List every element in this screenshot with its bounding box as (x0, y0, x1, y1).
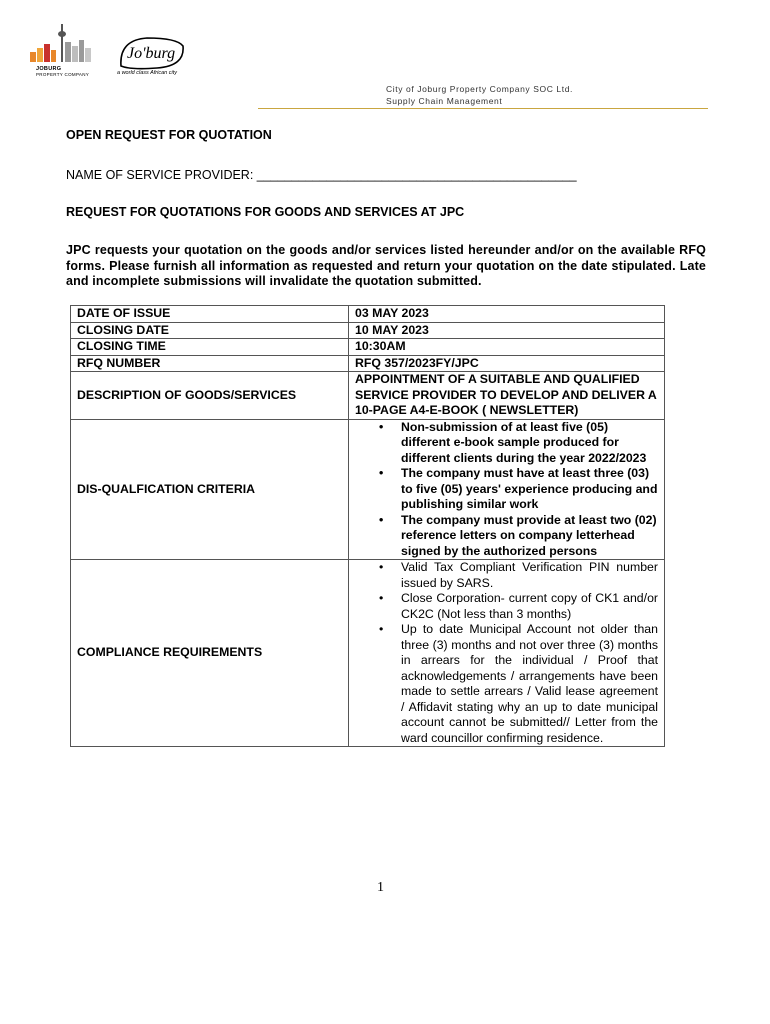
rfq-number-value: RFQ 357/2023FY/JPC (349, 355, 665, 372)
organisation-header (386, 83, 573, 107)
table-row (71, 322, 665, 339)
table-row (71, 419, 665, 560)
compliance-requirements (349, 560, 665, 747)
date-of-issue-label: DATE OF ISSUE (71, 306, 349, 323)
section-title: REQUEST FOR QUOTATIONS FOR GOODS AND SERVICES AT JPC (66, 205, 465, 219)
table-row (71, 372, 665, 420)
list-item: • Non-submission of at least five (05) different e-book sample produced for different clients during the year 2022/2023 (401, 420, 658, 467)
disqualification-label: DIS-QUALFICATION CRITERIA (71, 419, 349, 560)
description-label: DESCRIPTION OF GOODS/SERVICES (71, 372, 349, 420)
service-provider-field: NAME OF SERVICE PROVIDER: ______________________________________________ (66, 168, 577, 182)
header-rule (258, 108, 708, 109)
list-item: • Valid Tax Compliant Verification PIN number issued by SARS. (401, 560, 658, 591)
list-item: • Up to date Municipal Account not older than three (3) months and not over three (3) months in arrears for the individual / Proof that acknowledgements / arrangements have been made to settle arrears / Valid lease agreement / Affidavit stating why an up to date municipal account cannot be submitted// Letter from the ward councillor confirming residence. (401, 622, 658, 746)
jpc-logo-text: JOBURG PROPERTY COMPANY (36, 66, 90, 77)
rfq-details-table (70, 305, 665, 747)
org-department: Supply Chain Management (386, 96, 503, 106)
org-name: City of Joburg Property Company SOC Ltd. (386, 84, 573, 94)
joburg-tagline: a world class African city (117, 70, 178, 76)
disqualification-list (355, 420, 658, 560)
table-row (71, 306, 665, 323)
date-of-issue-value: 03 MAY 2023 (349, 306, 665, 323)
compliance-label: COMPLIANCE REQUIREMENTS (71, 560, 349, 747)
rfq-number-label: RFQ NUMBER (71, 355, 349, 372)
closing-date-label: CLOSING DATE (71, 322, 349, 339)
table-row (71, 560, 665, 747)
svg-text:Jo'burg: Jo'burg (127, 45, 176, 62)
intro-paragraph: JPC requests your quotation on the goods and/or services listed hereunder and/or on the available RFQ forms. Please furnish all information as requested and return your quotation on the date stipulated. Late and incomplete submissions will invalidate the quotation submitted. (66, 243, 706, 288)
description-value: APPOINTMENT OF A SUITABLE AND QUALIFIED SERVICE PROVIDER TO DEVELOP AND DELIVER A 10-PAGE A4-E-BOOK ( NEWSLETTER) (349, 372, 665, 420)
list-item: • The company must provide at least two (02) reference letters on company letterhead signed by the authorized persons (401, 513, 658, 560)
document-title: OPEN REQUEST FOR QUOTATION (66, 128, 272, 142)
list-item: • The company must have at least three (03) to five (05) years' experience producing and publishing similar work (401, 466, 658, 513)
page-number: 1 (377, 880, 384, 895)
closing-time-value: 10:30AM (349, 339, 665, 356)
closing-time-label: CLOSING TIME (71, 339, 349, 356)
joburg-logo (117, 36, 187, 70)
disqualification-criteria (349, 419, 665, 560)
compliance-list (355, 560, 658, 746)
closing-date-value: 10 MAY 2023 (349, 322, 665, 339)
table-row (71, 355, 665, 372)
table-row (71, 339, 665, 356)
list-item: • Close Corporation- current copy of CK1 and/or CK2C (Not less than 3 months) (401, 591, 658, 622)
